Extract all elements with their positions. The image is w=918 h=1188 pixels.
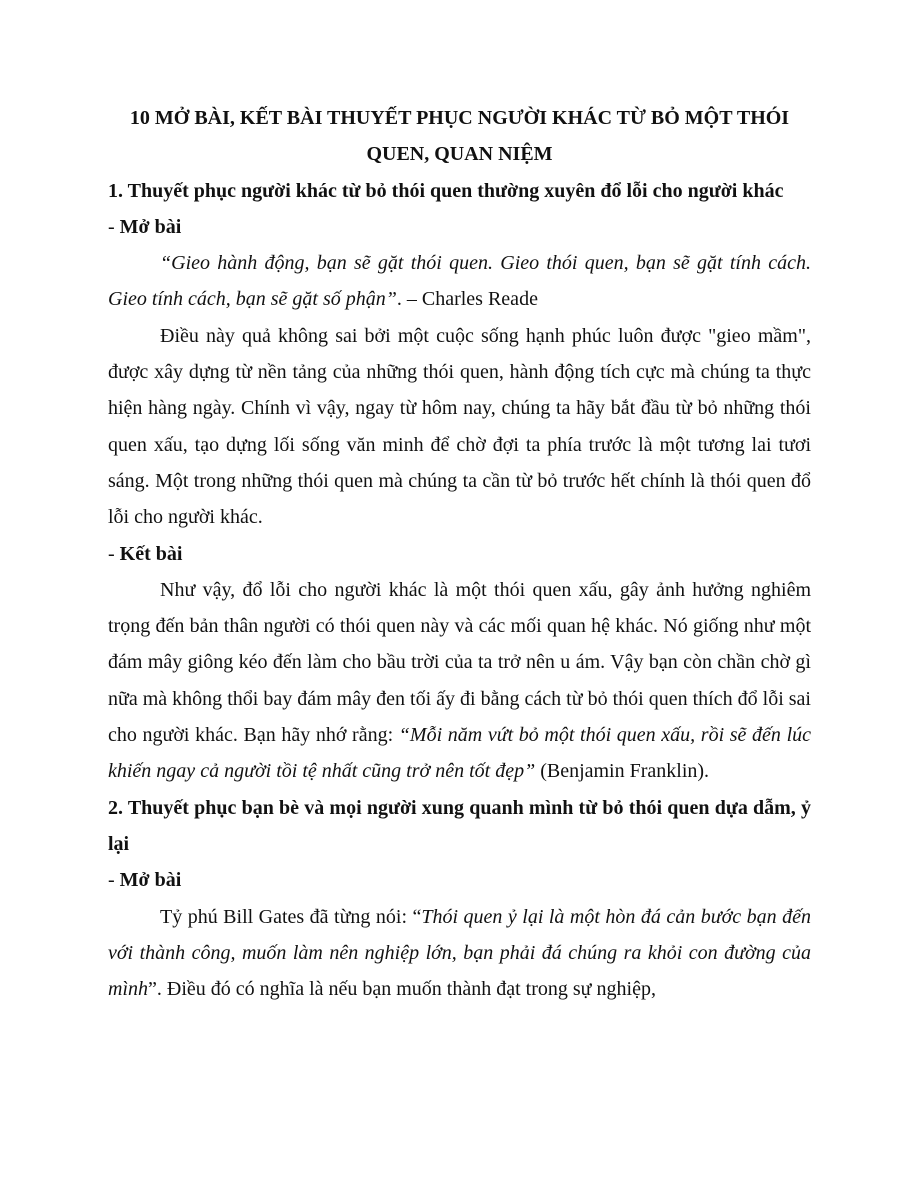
section-1-conclusion-dash: - xyxy=(108,542,120,565)
section-1-intro-label-text: Mở bài xyxy=(119,215,182,238)
charles-reade-attribution: . – Charles Reade xyxy=(396,288,538,311)
bill-gates-text-after: ”. Điều đó có nghĩa là nếu bạn muốn thành đạt trong sự nghiệp, xyxy=(148,978,656,1001)
franklin-quote: “Mỗi năm vứt bỏ một thói quen xấu, rồi sẽ đến lúc khiến ngay cả người tồi tệ nhất cũng trở nên tốt đẹp” xyxy=(108,724,811,783)
bill-gates-intro: Tỷ phú Bill Gates đã từng nói: “ xyxy=(160,905,422,928)
section-2-intro-paragraph xyxy=(108,899,811,1008)
document-page xyxy=(108,100,811,1007)
section-1-intro-paragraph: Điều này quả không sai bởi một cuộc sống hạnh phúc luôn được "gieo mầm", được xây dựng từ nền tảng của những thói quen, hành động tích cực mà chúng ta thực hiện hàng ngày. Chính vì vậy, ngay từ hôm nay, chúng ta hãy bắt đầu từ bỏ những thói quen xấu, tạo dựng lối sống văn minh để chờ đợi ta phía trước là một tương lai tươi sáng. Một trong những thói quen mà chúng ta cần từ bỏ trước hết chính là thói quen đổ lỗi cho người khác. xyxy=(108,324,811,529)
section-2-intro-label-text: Mở bài xyxy=(119,869,182,892)
section-1-intro-quote xyxy=(108,245,811,318)
section-2-intro-label xyxy=(108,862,811,898)
charles-reade-quote: “Gieo hành động, bạn sẽ gặt thói quen. Gieo thói quen, bạn sẽ gặt tính cách. Gieo tính cách, bạn sẽ gặt số phận” xyxy=(108,252,811,311)
section-1-conclusion-label xyxy=(108,536,811,572)
conclusion-text-after: (Benjamin Franklin). xyxy=(535,760,710,783)
section-1-heading: 1. Thuyết phục người khác từ bỏ thói quen thường xuyên đổ lỗi cho người khác xyxy=(108,179,784,202)
section-2-heading: 2. Thuyết phục bạn bè và mọi người xung quanh mình từ bỏ thói quen dựa dẫm, ỷ lại xyxy=(108,796,811,855)
section-1-conclusion-paragraph xyxy=(108,572,811,790)
section-1-intro-dash: - xyxy=(108,215,120,238)
section-1-conclusion-label-text: Kết bài xyxy=(119,542,183,565)
section-1-intro-label xyxy=(108,209,811,245)
bill-gates-quote: Thói quen ỷ lại là một hòn đá cản bước bạn đến với thành công, muốn làm nên nghiệp lớn, bạn phải đá chúng ra khỏi con đường của mình xyxy=(108,905,811,1001)
document-title: 10 MỞ BÀI, KẾT BÀI THUYẾT PHỤC NGƯỜI KHÁC TỪ BỎ MỘT THÓI QUEN, QUAN NIỆM xyxy=(129,107,790,166)
section-2-intro-dash: - xyxy=(108,869,120,892)
conclusion-text-before: Như vậy, đổ lỗi cho người khác là một thói quen xấu, gây ảnh hưởng nghiêm trọng đến bản thân người có thói quen này và các mối quan hệ khác. Nó giống như một đám mây giông kéo đến làm cho bầu trời của ta trở nên u ám. Vậy bạn còn chần chờ gì nữa mà không thổi bay đám mây đen tối ấy đi bằng cách từ bỏ thói quen thích đổ lỗi sai cho người khác. Bạn hãy nhớ rằng: xyxy=(108,578,811,747)
